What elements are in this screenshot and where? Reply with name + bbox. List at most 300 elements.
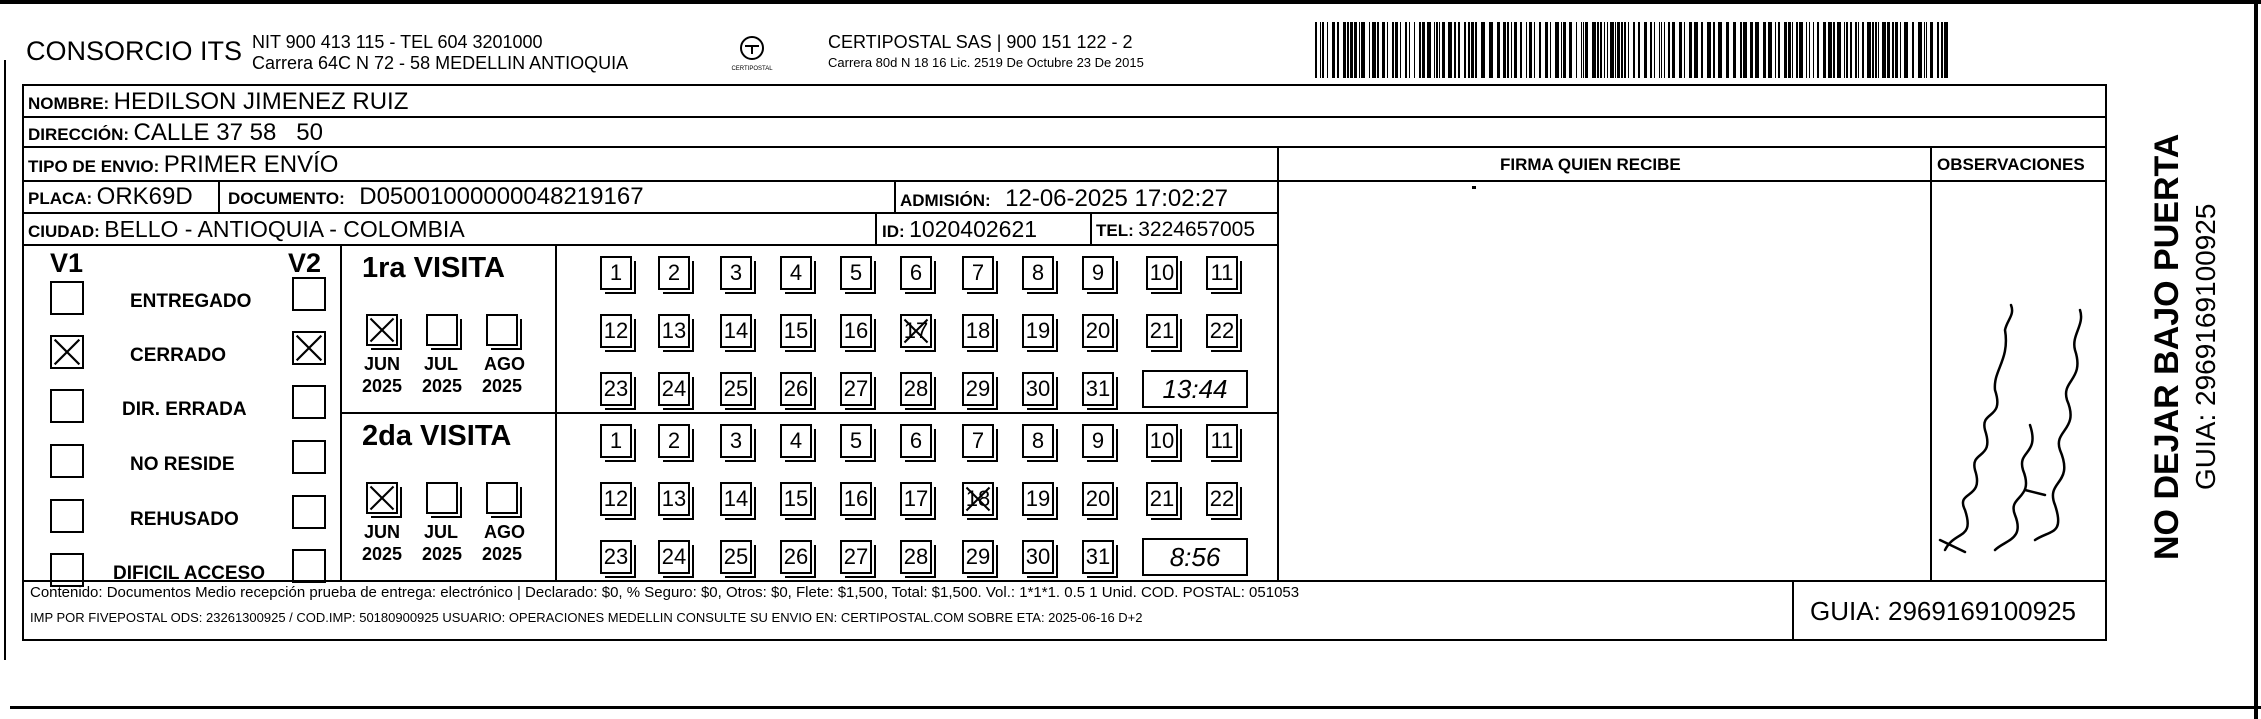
row-divider (22, 180, 1277, 182)
day-number: 17 (903, 486, 929, 511)
barcode-bar (1503, 22, 1506, 78)
day-box[interactable] (658, 372, 690, 406)
barcode-bar (1534, 22, 1535, 78)
barcode-bar (1458, 22, 1460, 78)
day-number: 31 (1085, 544, 1111, 569)
barcode-bar (1337, 22, 1339, 78)
barcode-bar (1359, 22, 1360, 78)
barcode-bar (1718, 22, 1722, 78)
v1-checkbox[interactable] (50, 281, 84, 315)
day-box[interactable] (780, 256, 812, 290)
day-box[interactable] (900, 540, 932, 574)
barcode-bar (1343, 22, 1346, 78)
day-box[interactable] (1022, 372, 1054, 406)
day-mark (964, 484, 992, 514)
month-checkbox[interactable] (426, 314, 458, 346)
barcode-bar (1743, 22, 1747, 78)
top-border (0, 0, 2261, 4)
day-box[interactable] (1146, 424, 1178, 458)
v2-label: V2 (288, 248, 322, 278)
day-number: 6 (909, 428, 923, 453)
nombre-value: HEDILSON JIMENEZ RUIZ (113, 88, 409, 115)
month-checkbox[interactable] (486, 314, 518, 346)
day-number: 16 (843, 318, 869, 343)
day-number: 24 (661, 376, 687, 401)
barcode-bar (1583, 22, 1584, 78)
check-x-icon (52, 337, 82, 367)
v1-checkbox[interactable] (50, 335, 84, 369)
footer-line1: Contenido: Documentos Medio recepción prueba de entrega: electrónico | Declarado: $0, % Seguro: $0, Otros: $0, Flete: $1,500, Total: $1,500. Vol.: 1*1*1. 0.5 1 Unid. COD. POSTAL: 051053 (30, 584, 1300, 601)
visit-time: 13:44 (1142, 370, 1248, 408)
day-number: 13 (661, 486, 687, 511)
barcode-bar (1664, 22, 1665, 78)
v1-checkbox[interactable] (50, 553, 84, 587)
barcode-bar (1792, 22, 1793, 78)
tel-row (1096, 218, 1255, 242)
month-checkbox[interactable] (366, 482, 398, 514)
col-divider (1090, 212, 1092, 244)
day-number: 30 (1025, 544, 1051, 569)
barcode-bar (1900, 22, 1901, 78)
barcode-bar (1775, 22, 1776, 78)
barcode-bar (1332, 22, 1335, 78)
day-box[interactable] (600, 424, 632, 458)
day-number: 4 (789, 428, 803, 453)
barcode-bar (1434, 22, 1435, 78)
barcode-bar (1320, 22, 1321, 78)
barcode-bar (1419, 22, 1421, 78)
day-box[interactable] (1146, 482, 1178, 516)
barcode-bar (1668, 22, 1670, 78)
id-value: 1020402621 (909, 216, 1038, 242)
day-number: 18 (965, 486, 991, 511)
barcode-bar (1529, 22, 1532, 78)
barcode-bar (1650, 22, 1652, 78)
day-number: 7 (971, 260, 985, 285)
day-box[interactable] (658, 424, 690, 458)
day-box[interactable] (900, 372, 932, 406)
barcode-bar (1904, 22, 1908, 78)
barcode-bar (1679, 22, 1682, 78)
day-number: 31 (1085, 376, 1111, 401)
barcode-bar (1850, 22, 1852, 78)
check-x-icon (368, 316, 396, 344)
barcode-bar (1354, 22, 1357, 78)
day-box[interactable] (780, 424, 812, 458)
barcode-bar (1878, 22, 1879, 78)
barcode-bar (1468, 22, 1470, 78)
barcode-bar (1422, 22, 1425, 78)
day-box[interactable] (1206, 482, 1238, 516)
firma-label: FIRMA QUIEN RECIBE (1500, 155, 1681, 174)
day-number: 3 (729, 260, 743, 285)
day-number: 27 (843, 544, 869, 569)
day-box[interactable] (1082, 482, 1114, 516)
barcode-bar (1414, 22, 1415, 78)
carrier-address: Carrera 80d N 18 16 Lic. 2519 De Octubre 23 De 2015 (828, 55, 1144, 70)
day-box[interactable] (1206, 256, 1238, 290)
barcode-bar (1369, 22, 1370, 78)
barcode-bar (1621, 22, 1623, 78)
day-box[interactable] (600, 540, 632, 574)
barcode-bar (1809, 22, 1810, 78)
barcode-bar (1387, 22, 1388, 78)
day-box[interactable] (1082, 256, 1114, 290)
barcode-bar (1409, 22, 1410, 78)
barcode-bar (1941, 22, 1943, 78)
company-name: CONSORCIO ITS (26, 36, 243, 66)
day-number: 16 (843, 486, 869, 511)
barcode-bar (1924, 22, 1925, 78)
day-box[interactable] (1082, 540, 1114, 574)
barcode-bar (1837, 22, 1841, 78)
observation-handwriting (1935, 290, 2095, 560)
day-number: 6 (909, 260, 923, 285)
day-number: 15 (783, 318, 809, 343)
barcode-bar (1684, 22, 1685, 78)
barcode-bar (1545, 22, 1548, 78)
day-box[interactable] (900, 256, 932, 290)
day-box[interactable] (600, 372, 632, 406)
barcode-bar (1926, 22, 1927, 78)
day-box[interactable] (962, 424, 994, 458)
day-number: 23 (603, 544, 629, 569)
tipo-label: TIPO DE ENVIO: (28, 157, 160, 176)
barcode-bar (1750, 22, 1753, 78)
day-box[interactable] (600, 314, 632, 348)
day-box[interactable] (780, 372, 812, 406)
v2-checkbox[interactable] (292, 440, 326, 474)
barcode-bar (1400, 22, 1401, 78)
status-option-label: REHUSADO (130, 509, 239, 530)
day-number: 12 (603, 486, 629, 511)
day-number: 8 (1031, 260, 1045, 285)
day-box[interactable] (658, 256, 690, 290)
day-number: 23 (603, 376, 629, 401)
day-box[interactable] (1082, 424, 1114, 458)
barcode-bar (1823, 22, 1826, 78)
year-label: 2025 (482, 544, 523, 564)
documento-label: DOCUMENTO: (228, 189, 345, 208)
barcode-bar (1862, 22, 1864, 78)
barcode-bar (1427, 22, 1431, 78)
day-box[interactable] (658, 314, 690, 348)
observaciones-label: OBSERVACIONES (1937, 155, 2085, 174)
day-box[interactable] (1022, 424, 1054, 458)
barcode-bar (1322, 22, 1324, 78)
day-number: 26 (783, 544, 809, 569)
day-box[interactable] (962, 482, 994, 516)
barcode-bar (1778, 22, 1780, 78)
day-number: 12 (603, 318, 629, 343)
day-number: 17 (903, 318, 929, 343)
barcode-bar (1395, 22, 1398, 78)
v2-checkbox[interactable] (292, 277, 326, 311)
barcode-bar (1576, 22, 1577, 78)
documento-value: D05001000000048219167 (359, 183, 644, 210)
barcode-bar (1507, 22, 1509, 78)
day-number: 2 (667, 428, 681, 453)
left-border (4, 60, 6, 660)
day-box[interactable] (780, 314, 812, 348)
v2-checkbox[interactable] (292, 331, 326, 365)
barcode-bar (1912, 22, 1914, 78)
placa-value: ORK69D (96, 183, 193, 210)
barcode-bar (1763, 22, 1766, 78)
barcode-bar (1539, 22, 1541, 78)
v1-checkbox[interactable] (50, 444, 84, 478)
day-number: 30 (1025, 376, 1051, 401)
day-number: 4 (789, 260, 803, 285)
col-divider (218, 180, 220, 212)
barcode-bar (1833, 22, 1835, 78)
month-label: AGO (484, 522, 526, 542)
day-number: 7 (971, 428, 985, 453)
day-box[interactable] (1022, 314, 1054, 348)
day-number: 28 (903, 544, 929, 569)
barcode-bar (1659, 22, 1660, 78)
v1-checkbox[interactable] (50, 499, 84, 533)
status-option-label: NO RESIDE (130, 454, 235, 475)
right-border (2254, 0, 2258, 719)
barcode-bar (1701, 22, 1703, 78)
day-number: 24 (661, 544, 687, 569)
day-number: 22 (1209, 318, 1235, 343)
day-number: 3 (729, 428, 743, 453)
barcode-bar (1672, 22, 1675, 78)
day-number: 11 (1210, 428, 1234, 453)
barcode-bar (1610, 22, 1614, 78)
day-box[interactable] (900, 314, 932, 348)
barcode-bar (1855, 22, 1857, 78)
day-box[interactable] (962, 372, 994, 406)
placa-row (28, 183, 193, 211)
status-option-label: CERRADO (130, 345, 227, 366)
visit-time: 8:56 (1142, 538, 1248, 576)
day-box[interactable] (840, 256, 872, 290)
barcode-bar (1514, 22, 1517, 78)
day-box[interactable] (900, 482, 932, 516)
documento-row (228, 183, 644, 211)
barcode-bar (1555, 22, 1559, 78)
day-box[interactable] (1206, 424, 1238, 458)
day-box[interactable] (840, 482, 872, 516)
barcode-bar (1585, 22, 1588, 78)
day-box[interactable] (720, 540, 752, 574)
barcode-bar (1439, 22, 1440, 78)
barcode-bar (1784, 22, 1787, 78)
row-divider (1277, 180, 2107, 182)
year-label: 2025 (482, 376, 523, 396)
barcode-bar (1520, 22, 1522, 78)
barcode-bar (1350, 22, 1353, 78)
day-number: 1 (609, 428, 623, 453)
barcode-bar (1347, 22, 1349, 78)
barcode-bar (1604, 22, 1605, 78)
day-box[interactable] (1146, 256, 1178, 290)
day-box[interactable] (720, 314, 752, 348)
barcode-bar (1633, 22, 1635, 78)
row-divider (22, 244, 1277, 246)
barcode-bar (1569, 22, 1572, 78)
day-number: 2 (667, 260, 681, 285)
day-box[interactable] (840, 372, 872, 406)
barcode-bar (1918, 22, 1922, 78)
day-number: 13 (661, 318, 687, 343)
check-x-icon (368, 484, 396, 512)
barcode-bar (1937, 22, 1939, 78)
check-x-icon (964, 484, 992, 514)
day-number: 14 (723, 318, 749, 343)
year-label: 2025 (422, 376, 463, 396)
day-box[interactable] (780, 540, 812, 574)
barcode-bar (1597, 22, 1599, 78)
day-box[interactable] (1022, 540, 1054, 574)
nombre-row (28, 88, 408, 116)
day-number: 29 (965, 376, 991, 401)
barcode-bar (1867, 22, 1871, 78)
ciudad-row (28, 216, 465, 243)
barcode-bar (1872, 22, 1874, 78)
month-checkbox[interactable] (486, 482, 518, 514)
nombre-label: NOMBRE: (28, 94, 110, 113)
barcode-bar (1733, 22, 1736, 78)
barcode-bar (1489, 22, 1493, 78)
v2-checkbox[interactable] (292, 385, 326, 419)
day-box[interactable] (1146, 314, 1178, 348)
day-box[interactable] (840, 314, 872, 348)
day-box[interactable] (1082, 372, 1114, 406)
ciudad-label: CIUDAD: (28, 222, 100, 241)
day-box[interactable] (1082, 314, 1114, 348)
barcode-bar (1796, 22, 1798, 78)
barcode-bar (1475, 22, 1477, 78)
tel-label: TEL: (1096, 221, 1134, 240)
company-address: Carrera 64C N 72 - 58 MEDELLIN ANTIOQUIA (252, 53, 629, 73)
barcode-bar (1930, 22, 1933, 78)
id-label: ID: (882, 222, 905, 241)
day-number: 11 (1210, 260, 1234, 285)
barcode-bar (1799, 22, 1803, 78)
v1-checkbox[interactable] (50, 389, 84, 423)
v2-checkbox[interactable] (292, 495, 326, 529)
day-box[interactable] (720, 424, 752, 458)
barcode-bar (1892, 22, 1894, 78)
tipo-row (28, 151, 338, 179)
barcode-bar (1887, 22, 1890, 78)
v1-label: V1 (50, 248, 84, 278)
barcode-bar (1563, 22, 1566, 78)
day-box[interactable] (600, 482, 632, 516)
day-box[interactable] (720, 256, 752, 290)
barcode-bar (1615, 22, 1616, 78)
day-box[interactable] (840, 424, 872, 458)
status-option-label: DIFICIL ACCESO (113, 563, 266, 584)
month-checkbox[interactable] (366, 314, 398, 346)
day-number: 8 (1031, 428, 1045, 453)
col-divider (1930, 146, 1932, 580)
day-box[interactable] (780, 482, 812, 516)
id-row (882, 216, 1037, 243)
month-checkbox[interactable] (426, 482, 458, 514)
day-box[interactable] (720, 372, 752, 406)
day-number: 19 (1025, 486, 1051, 511)
company-nit: NIT 900 413 115 - TEL 604 3201000 (252, 32, 543, 52)
day-box[interactable] (962, 314, 994, 348)
day-box[interactable] (600, 256, 632, 290)
barcode-bar (1550, 22, 1551, 78)
day-number: 14 (723, 486, 749, 511)
barcode-bar (1740, 22, 1742, 78)
day-box[interactable] (658, 540, 690, 574)
day-number: 20 (1085, 318, 1111, 343)
no-dejar-bajo-puerta: NO DEJAR BAJO PUERTA (2148, 133, 2186, 560)
col-divider (894, 180, 896, 212)
carrier-line: CERTIPOSTAL SAS | 900 151 122 - 2 (828, 32, 1133, 52)
day-number: 5 (849, 260, 863, 285)
day-number: 1 (609, 260, 623, 285)
visit-title: 1ra VISITA (362, 252, 505, 284)
direccion-row (28, 119, 323, 147)
visit-title: 2da VISITA (362, 420, 512, 452)
barcode-bar (1768, 22, 1772, 78)
barcode-bar (1813, 22, 1814, 78)
day-number: 19 (1025, 318, 1051, 343)
day-number: 29 (965, 544, 991, 569)
admision-label: ADMISIÓN: (900, 191, 991, 210)
day-box[interactable] (962, 256, 994, 290)
signature-mark (1472, 186, 1476, 189)
day-box[interactable] (658, 482, 690, 516)
month-label: JUL (424, 354, 459, 374)
day-box[interactable] (720, 482, 752, 516)
day-number: 25 (723, 376, 749, 401)
barcode-bar (1644, 22, 1647, 78)
day-box[interactable] (1206, 314, 1238, 348)
barcode-bar (1600, 22, 1602, 78)
day-box[interactable] (1022, 482, 1054, 516)
day-number: 15 (783, 486, 809, 511)
barcode-bar (1624, 22, 1626, 78)
month-label: JUL (424, 522, 459, 542)
barcode-bar (1713, 22, 1715, 78)
barcode-bar (1707, 22, 1711, 78)
barcode-bar (1806, 22, 1807, 78)
day-number: 27 (843, 376, 869, 401)
barcode-bar (1592, 22, 1596, 78)
v2-checkbox[interactable] (292, 549, 326, 583)
day-box[interactable] (840, 540, 872, 574)
logo-text: CERTIPOSTAL (731, 66, 773, 72)
day-box[interactable] (962, 540, 994, 574)
footer-guia: GUIA: 2969169100925 (1810, 596, 2076, 626)
status-option-label: ENTREGADO (130, 291, 252, 312)
day-box[interactable] (1022, 256, 1054, 290)
day-box[interactable] (900, 424, 932, 458)
barcode-bar (1844, 22, 1845, 78)
barcode-bar (1788, 22, 1791, 78)
year-label: 2025 (362, 544, 403, 564)
barcode-bar (1882, 22, 1886, 78)
col-divider (1277, 146, 1279, 580)
day-number: 22 (1209, 486, 1235, 511)
day-number: 21 (1149, 318, 1175, 343)
barcode-bar (1689, 22, 1692, 78)
barcode-bar (1755, 22, 1759, 78)
barcode-bar (1858, 22, 1859, 78)
day-number: 10 (1149, 260, 1175, 285)
footer-divider (22, 580, 2107, 582)
